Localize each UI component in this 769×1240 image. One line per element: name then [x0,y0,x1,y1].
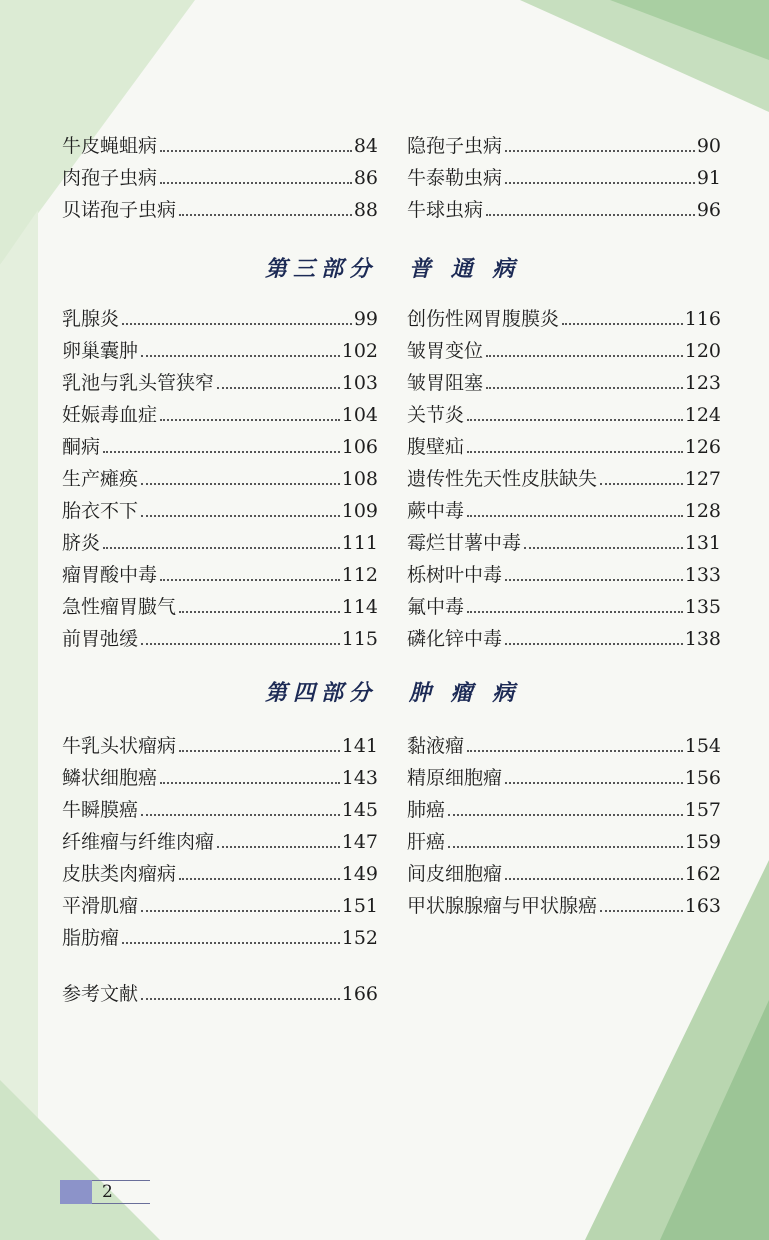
entry-page: 102 [341,340,378,362]
toc-entry[interactable] [62,394,378,426]
toc-entry[interactable] [407,362,721,394]
toc-entry[interactable] [407,522,721,554]
entry-page: 91 [696,167,721,189]
toc-entry[interactable] [62,189,378,221]
leader-dots [467,515,683,517]
part4-left-column [62,725,378,949]
leader-dots [179,878,340,880]
leader-dots [467,419,683,421]
entry-page: 159 [684,831,721,853]
entry-title: 胎衣不下 [62,500,139,522]
entry-page: 127 [684,468,721,490]
entry-title: 隐孢子虫病 [407,135,503,157]
entry-title: 创伤性网胃腹膜炎 [407,308,560,330]
entry-page: 135 [684,596,721,618]
leader-dots [600,910,683,912]
entry-page: 141 [341,735,378,757]
page-number-tab [60,1180,150,1204]
entry-title: 磷化锌中毒 [407,628,503,650]
entry-page: 145 [341,799,378,821]
entry-title: 牛瞬膜癌 [62,799,139,821]
leader-dots [160,182,352,184]
entry-title: 牛乳头状瘤病 [62,735,177,757]
leader-dots [141,814,340,816]
entry-title: 黏液瘤 [407,735,465,757]
toc-entry[interactable] [62,490,378,522]
leader-dots [122,323,352,325]
leader-dots [448,814,683,816]
entry-page: 133 [684,564,721,586]
entry-page: 109 [341,500,378,522]
entry-title: 栎树叶中毒 [407,564,503,586]
toc-entry[interactable] [62,522,378,554]
toc-entry[interactable] [62,298,378,330]
entry-title: 遗传性先天性皮肤缺失 [407,468,598,490]
entry-title: 前胃弛缓 [62,628,139,650]
entry-page: 120 [684,340,721,362]
entry-page: 84 [353,135,378,157]
toc-entry[interactable] [62,725,378,757]
toc-entry[interactable] [407,885,721,917]
leader-dots [562,323,683,325]
leader-dots [600,483,683,485]
entry-page: 149 [341,863,378,885]
entry-title: 妊娠毒血症 [62,404,158,426]
toc-entry[interactable] [62,917,378,949]
leader-dots [160,150,352,152]
top-right-column [407,125,721,221]
entry-title: 皱胃阻塞 [407,372,484,394]
toc-entry[interactable] [407,757,721,789]
entry-title: 平滑肌瘤 [62,895,139,917]
toc-entry[interactable] [407,821,721,853]
entry-title: 瘤胃酸中毒 [62,564,158,586]
entry-title: 牛球虫病 [407,199,484,221]
entry-title: 鳞状细胞癌 [62,767,158,789]
toc-entry[interactable] [407,725,721,757]
leader-dots [505,878,683,880]
toc-entry-references[interactable] [62,973,378,1005]
toc-entry[interactable] [407,490,721,522]
toc-entry[interactable] [62,757,378,789]
leader-dots [179,611,340,613]
toc-entry[interactable] [407,586,721,618]
leader-dots [179,214,352,216]
part3-heading-number: 第三部分 [265,256,378,282]
toc-entry[interactable] [62,125,378,157]
entry-page: 156 [684,767,721,789]
toc-entry[interactable] [407,394,721,426]
entry-page: 115 [341,628,378,650]
entry-title: 卵巢囊肿 [62,340,139,362]
toc-entry[interactable] [407,554,721,586]
part3-right-column [407,298,721,650]
leader-dots [505,182,695,184]
entry-page: 138 [684,628,721,650]
toc-entry[interactable] [407,298,721,330]
leader-dots [505,579,683,581]
entry-title: 肉孢子虫病 [62,167,158,189]
entry-page: 123 [684,372,721,394]
leader-dots [467,451,683,453]
entry-title: 间皮细胞瘤 [407,863,503,885]
leader-dots [505,150,695,152]
entry-page: 106 [341,436,378,458]
page-number: 2 [92,1180,150,1204]
leader-dots [179,750,340,752]
toc-entry[interactable] [62,330,378,362]
leader-dots [122,942,340,944]
entry-title: 肺癌 [407,799,446,821]
entry-title: 皮肤类肉瘤病 [62,863,177,885]
leader-dots [505,782,683,784]
leader-dots [524,547,683,549]
entry-title: 急性瘤胃臌气 [62,596,177,618]
entry-page: 157 [684,799,721,821]
entry-page: 147 [341,831,378,853]
leader-dots [141,910,340,912]
toc-entry[interactable] [407,189,721,221]
entry-page: 112 [341,564,378,586]
toc-entry[interactable] [62,458,378,490]
entry-page: 166 [341,983,378,1005]
leader-dots [467,750,683,752]
toc-entry[interactable] [407,157,721,189]
leader-dots [217,387,340,389]
entry-title: 纤维瘤与纤维肉瘤 [62,831,215,853]
part4-heading-number: 第四部分 [265,680,378,706]
references-column [62,973,378,1005]
entry-title: 脐炎 [62,532,101,554]
entry-page: 116 [684,308,721,330]
leader-dots [160,579,340,581]
entry-page: 86 [353,167,378,189]
entry-title: 参考文献 [62,983,139,1005]
entry-page: 131 [684,532,721,554]
part3-left-column [62,298,378,650]
entry-title: 腹壁疝 [407,436,465,458]
entry-title: 氟中毒 [407,596,465,618]
toc-entry[interactable] [62,821,378,853]
toc-entry[interactable] [407,125,721,157]
toc-entry[interactable] [62,554,378,586]
toc-entry[interactable] [62,362,378,394]
toc-entry[interactable] [407,789,721,821]
entry-title: 甲状腺腺瘤与甲状腺癌 [407,895,598,917]
entry-title: 牛泰勒虫病 [407,167,503,189]
toc-entry[interactable] [407,458,721,490]
entry-page: 90 [696,135,721,157]
entry-page: 152 [341,927,378,949]
leader-dots [103,451,340,453]
entry-page: 99 [353,308,378,330]
part4-heading-title: 肿 瘤 病 [409,680,521,706]
entry-page: 126 [684,436,721,458]
entry-page: 151 [341,895,378,917]
entry-title: 肝癌 [407,831,446,853]
leader-dots [448,846,683,848]
toc-entry[interactable] [407,853,721,885]
top-left-column [62,125,378,221]
leader-dots [160,419,340,421]
entry-page: 143 [341,767,378,789]
entry-page: 103 [341,372,378,394]
leader-dots [217,846,340,848]
entry-page: 162 [684,863,721,885]
toc-entry[interactable] [62,853,378,885]
page-tab-block [60,1180,92,1204]
toc-entry[interactable] [62,885,378,917]
part3-heading-title: 普 通 病 [409,256,521,282]
entry-page: 88 [353,199,378,221]
toc-entry[interactable] [407,330,721,362]
toc-entry[interactable] [62,157,378,189]
toc-entry[interactable] [62,586,378,618]
entry-page: 154 [684,735,721,757]
entry-title: 精原细胞瘤 [407,767,503,789]
toc-entry[interactable] [62,426,378,458]
entry-title: 生产瘫痪 [62,468,139,490]
entry-title: 霉烂甘薯中毒 [407,532,522,554]
leader-dots [467,611,683,613]
entry-page: 128 [684,500,721,522]
entry-page: 104 [341,404,378,426]
entry-page: 108 [341,468,378,490]
leader-dots [486,387,683,389]
leader-dots [160,782,340,784]
entry-title: 皱胃变位 [407,340,484,362]
entry-page: 114 [341,596,378,618]
entry-title: 酮病 [62,436,101,458]
entry-title: 贝诺孢子虫病 [62,199,177,221]
leader-dots [505,643,683,645]
leader-dots [486,355,683,357]
leader-dots [486,214,695,216]
entry-page: 111 [341,532,378,554]
toc-entry[interactable] [407,618,721,650]
entry-page: 163 [684,895,721,917]
entry-title: 关节炎 [407,404,465,426]
toc-entry[interactable] [62,618,378,650]
leader-dots [141,515,340,517]
entry-title: 牛皮蝇蛆病 [62,135,158,157]
leader-dots [141,998,340,1000]
entry-page: 124 [684,404,721,426]
entry-page: 96 [696,199,721,221]
toc-entry[interactable] [62,789,378,821]
leader-dots [103,547,340,549]
leader-dots [141,355,340,357]
part4-right-column [407,725,721,917]
leader-dots [141,483,340,485]
entry-title: 乳池与乳头管狭窄 [62,372,215,394]
toc-entry[interactable] [407,426,721,458]
entry-title: 蕨中毒 [407,500,465,522]
entry-title: 乳腺炎 [62,308,120,330]
entry-title: 脂肪瘤 [62,927,120,949]
leader-dots [141,643,340,645]
